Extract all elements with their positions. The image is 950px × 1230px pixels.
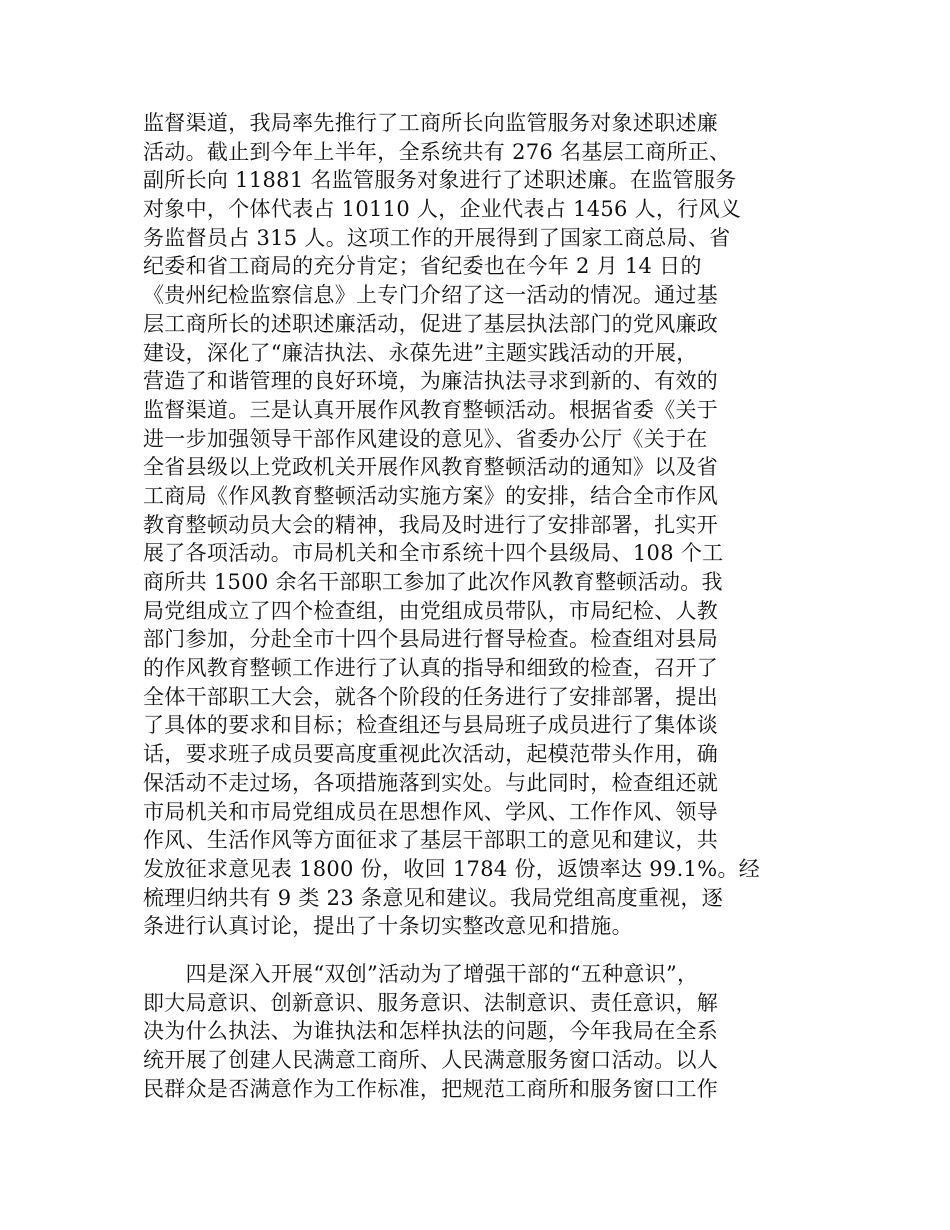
text-line: 营造了和谐管理的良好环境，为廉洁执法寻求到新的、有效的	[143, 369, 719, 394]
text-line: 全体干部职工大会，就各个阶段的任务进行了安排部署，提出	[143, 684, 719, 709]
text-line: 全省县级以上党政机关开展作风教育整顿活动的通知》以及省	[143, 455, 719, 480]
text-line: 的作风教育整顿工作进行了认真的指导和细致的检查，召开了	[143, 656, 719, 681]
text-line: 层工商所长的述职述廉活动，促进了基层执法部门的党风廉政	[143, 311, 719, 336]
text-line: 了具体的要求和目标；检查组还与县局班子成员进行了集体谈	[143, 713, 719, 738]
text-line: 教育整顿动员大会的精神，我局及时进行了安排部署，扎实开	[143, 512, 719, 537]
text-line: 条进行认真讨论，提出了十条切实整改意见和措施。	[143, 914, 633, 939]
text-line: 部门参加，分赴全市十四个县局进行督导检查。检查组对县局	[143, 627, 719, 652]
text-line: 活动。截止到今年上半年，全系统共有 276 名基层工商所正、	[143, 139, 731, 164]
text-line: 局党组成立了四个检查组，由党组成员带队，市局纪检、人教	[143, 598, 719, 623]
text-line: 展了各项活动。市局机关和全市系统十四个县级局、108 个工	[143, 541, 724, 566]
text-line: 保活动不走过场，各项措施落到实处。与此同时，检查组还就	[143, 770, 719, 795]
text-line: 四是深入开展“双创”活动为了增强干部的“五种意识”，	[143, 962, 699, 986]
text-line: 话，要求班子成员要高度重视此次活动，起模范带头作用，确	[143, 742, 719, 767]
text-line: 纪委和省工商局的充分肯定；省纪委也在今年 2 月 14 日的	[143, 254, 702, 279]
text-line: 作风、生活作风等方面征求了基层干部职工的意见和建议，共	[143, 828, 719, 853]
text-line: 商所共 1500 余名干部职工参加了此次作风教育整顿活动。我	[143, 570, 723, 594]
text-line: 副所长向 11881 名监管服务对象进行了述职述廉。在监管服务	[143, 168, 737, 193]
text-line: 《贵州纪检监察信息》上专门介绍了这一活动的情况。通过基	[143, 283, 719, 308]
paragraph-1	[143, 109, 823, 941]
text-line: 监督渠道，我局率先推行了工商所长向监管服务对象述职述廉	[143, 111, 719, 135]
text-line: 务监督员占 315 人。这项工作的开展得到了国家工商总局、省	[143, 225, 731, 250]
text-line: 建设，深化了“廉洁执法、永葆先进”主题实践活动的开展，	[143, 340, 698, 365]
text-line: 统开展了创建人民满意工商所、人民满意服务窗口活动。以人	[143, 1048, 719, 1073]
text-line: 即大局意识、创新意识、服务意识、法制意识、责任意识，解	[143, 990, 719, 1015]
text-line: 工商局《作风教育整顿活动实施方案》的安排，结合全市作风	[143, 483, 719, 508]
text-line: 监督渠道。三是认真开展作风教育整顿活动。根据省委《关于	[143, 397, 719, 422]
text-line: 发放征求意见表 1800 份，收回 1784 份，返馈率达 99.1%。经	[143, 856, 761, 881]
text-line: 进一步加强领导干部作风建设的意见》、省委办公厅《关于在	[143, 426, 708, 451]
text-line: 梳理归纳共有 9 类 23 条意见和建议。我局党组高度重视，逐	[143, 885, 724, 910]
text-line: 对象中，个体代表占 10110 人，企业代表占 1456 人，行风义	[143, 197, 742, 222]
paragraph-2	[143, 960, 823, 1103]
text-line: 民群众是否满意作为工作标准，把规范工商所和服务窗口工作	[143, 1076, 719, 1101]
text-line: 决为什么执法、为谁执法和怎样执法的问题，今年我局在全系	[143, 1019, 719, 1044]
text-line: 市局机关和市局党组成员在思想作风、学风、工作作风、领导	[143, 799, 719, 824]
